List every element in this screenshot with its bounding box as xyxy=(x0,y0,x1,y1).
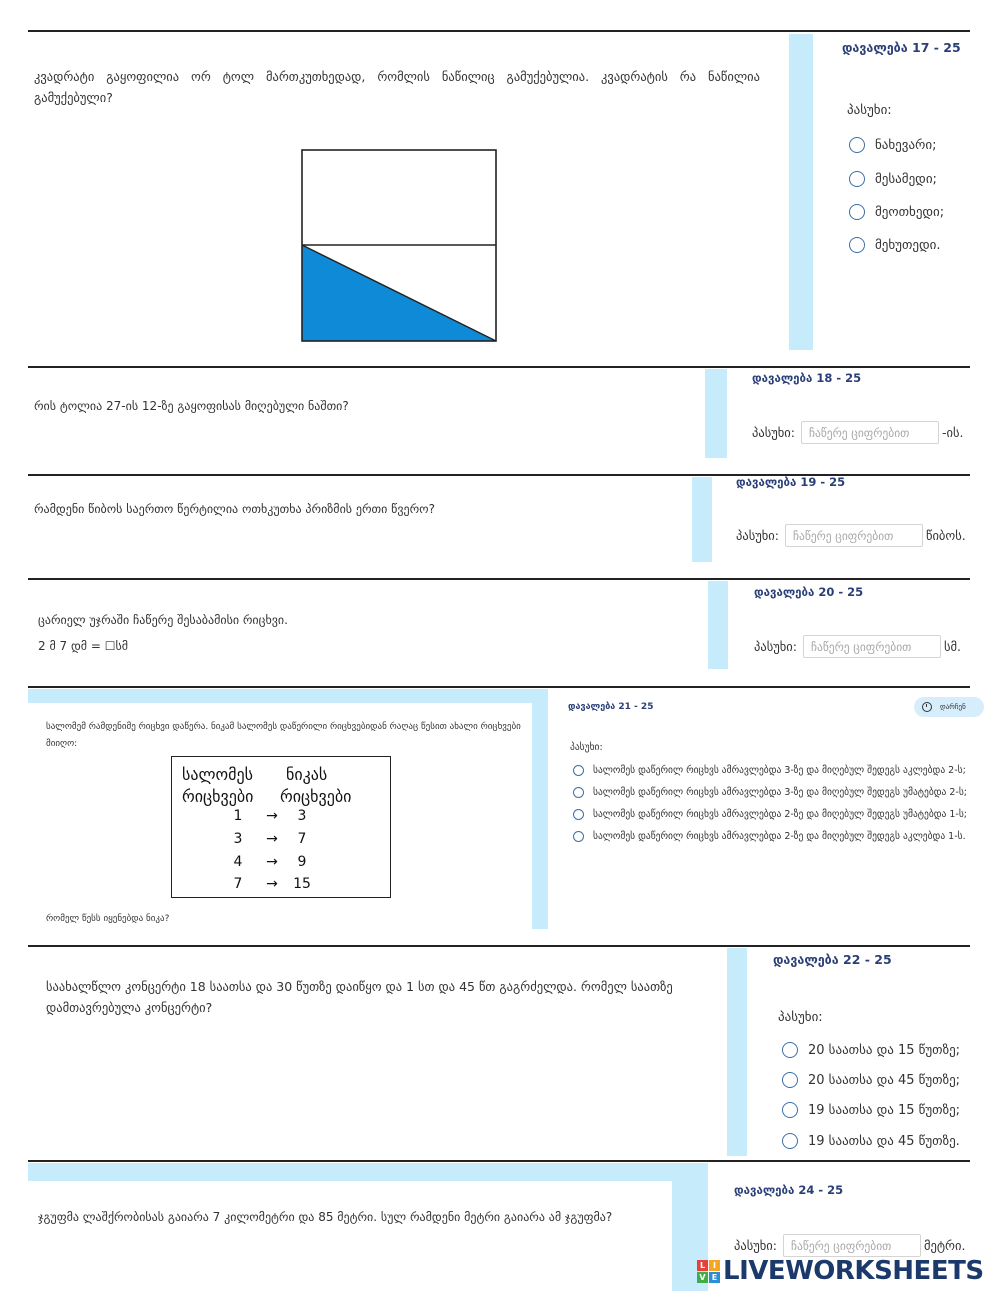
question-18-text: რის ტოლია 27-ის 12-ზე გაყოფისას მიღებული ნაშთი? xyxy=(34,399,349,413)
option-17-3[interactable] xyxy=(849,204,944,220)
panel-stripe xyxy=(28,689,548,703)
logo-block: V xyxy=(697,1272,708,1283)
option-label: სალომეს დაწერილ რიცხვს ამრავლებდა 3-ზე და მიღებულ შედეგს უმატებდა 2-ს; xyxy=(593,787,967,798)
answer-label-22: პასუხი: xyxy=(778,1010,823,1025)
task-20-title: დავალება 20 - 25 xyxy=(754,585,864,599)
section-divider xyxy=(28,945,970,947)
panel-stripe xyxy=(28,1163,688,1181)
answer-label-17: პასუხი: xyxy=(847,103,892,118)
radio-button[interactable] xyxy=(849,237,865,253)
table-cell: 3 xyxy=(297,808,307,824)
logo-blocks xyxy=(697,1260,720,1283)
answer-suffix-24: მეტრი. xyxy=(923,1238,966,1253)
answer-suffix-18: -ის. xyxy=(941,425,964,440)
radio-button[interactable] xyxy=(849,137,865,153)
answer-input-18[interactable] xyxy=(801,421,939,444)
table-header-nika: ნიკას xyxy=(286,765,328,784)
section-divider xyxy=(28,578,970,580)
option-label: ნახევარი; xyxy=(875,137,937,153)
timer-label: დარჩენ xyxy=(940,703,966,711)
question-21-prompt: რომელ წესს იყენებდა ნიკა? xyxy=(46,914,170,924)
option-label: 20 საათსა და 45 წუთზე; xyxy=(808,1072,961,1088)
option-22-4[interactable] xyxy=(782,1133,960,1149)
task-22-title: დავალება 22 - 25 xyxy=(773,952,892,967)
radio-button[interactable] xyxy=(573,765,584,776)
answer-label-20: პასუხი: xyxy=(754,639,797,654)
logo-block: E xyxy=(709,1272,720,1283)
option-21-4[interactable] xyxy=(573,831,966,842)
answer-input-20[interactable] xyxy=(803,635,941,658)
option-22-3[interactable] xyxy=(782,1102,960,1118)
table-header-salome-numbers: რიცხვები xyxy=(182,787,254,806)
panel-stripe xyxy=(789,34,813,350)
logo-block: I xyxy=(709,1260,720,1271)
task-21-title: დავალება 21 - 25 xyxy=(568,702,654,712)
table-cell: 15 xyxy=(293,876,311,892)
square-diagram xyxy=(300,148,498,344)
table-header-salome: სალომეს xyxy=(182,765,253,784)
answer-row-19 xyxy=(736,524,966,547)
question-19-text: რამდენი წიბოს საერთო წერტილია ოთხკუთხა პრიზმის ერთი წვერო? xyxy=(34,502,435,516)
task-18-title: დავალება 18 - 25 xyxy=(752,371,862,385)
question-17-text: კვადრატი გაყოფილია ორ ტოლ მართკუთხედად, რომლის ნაწილიც გამუქებულია. კვადრატის რა ნაწილია გამუქებული? xyxy=(34,69,760,106)
option-label: მეოთხედი; xyxy=(875,204,945,220)
answer-input-24[interactable] xyxy=(783,1234,921,1257)
section-divider xyxy=(28,366,970,368)
answer-label-18: პასუხი: xyxy=(752,425,795,440)
task-19-title: დავალება 19 - 25 xyxy=(736,475,846,489)
radio-button[interactable] xyxy=(782,1072,798,1088)
panel-stripe xyxy=(692,477,712,562)
option-label: სალომეს დაწერილ რიცხვს ამრავლებდა 2-ზე და მიღებულ შედეგს უმატებდა 1-ს; xyxy=(593,809,967,820)
answer-row-18 xyxy=(752,421,963,444)
answer-suffix-19: წიბოს. xyxy=(925,528,966,543)
option-17-4[interactable] xyxy=(849,237,940,253)
table-cell: 9 xyxy=(297,854,307,870)
logo-block: L xyxy=(697,1260,708,1271)
option-label: 19 საათსა და 45 წუთზე. xyxy=(808,1133,960,1149)
clock-icon xyxy=(922,702,932,712)
answer-label-19: პასუხი: xyxy=(736,528,779,543)
answer-row-24 xyxy=(734,1234,965,1257)
radio-button[interactable] xyxy=(782,1102,798,1118)
task-24-title: დავალება 24 - 25 xyxy=(734,1183,844,1197)
panel-stripe xyxy=(705,369,727,458)
section-divider xyxy=(28,1160,970,1162)
table-cell: 7 xyxy=(297,831,307,847)
question-21-text: სალომემ რამდენიმე რიცხვი დაწერა. ნიკამ სალომეს დაწერილი რიცხვებიდან რაღაც წესით ახალი რიცხვები მიიღო: xyxy=(46,722,521,749)
table-cell: 7 xyxy=(233,876,243,892)
radio-button[interactable] xyxy=(782,1042,798,1058)
task-17-title: დავალება 17 - 25 xyxy=(842,40,961,55)
table-cell: 3 xyxy=(233,831,243,847)
table-cell: 4 xyxy=(233,854,243,870)
number-rule-table xyxy=(171,756,391,898)
radio-button[interactable] xyxy=(849,204,865,220)
option-22-2[interactable] xyxy=(782,1072,960,1088)
option-label: მესამედი; xyxy=(875,171,937,187)
table-cell: 1 xyxy=(233,808,243,824)
option-21-2[interactable] xyxy=(573,787,967,798)
question-20-text: ცარიელ უჯრაში ჩაწერე შესაბამისი რიცხვი. xyxy=(38,613,288,627)
option-21-1[interactable] xyxy=(573,765,966,776)
answer-label-24: პასუხი: xyxy=(734,1238,777,1253)
radio-button[interactable] xyxy=(782,1133,798,1149)
logo-text: LIVEWORKSHEETS xyxy=(723,1256,984,1286)
panel-stripe xyxy=(727,948,747,1156)
answer-input-19[interactable] xyxy=(785,524,923,547)
radio-button[interactable] xyxy=(849,171,865,187)
section-divider xyxy=(28,30,970,32)
answer-suffix-20: სმ. xyxy=(943,639,962,654)
option-label: სალომეს დაწერილ რიცხვს ამრავლებდა 2-ზე და მიღებულ შედეგს აკლებდა 1-ს. xyxy=(593,831,966,842)
radio-button[interactable] xyxy=(573,809,584,820)
answer-label-21: პასუხი: xyxy=(570,742,603,753)
option-label: 20 საათსა და 15 წუთზე; xyxy=(808,1042,961,1058)
question-20-expression: 2 მ 7 დმ = ☐სმ xyxy=(38,639,129,653)
timer-badge xyxy=(914,697,984,717)
panel-stripe xyxy=(708,581,728,669)
option-22-1[interactable] xyxy=(782,1042,960,1058)
option-17-2[interactable] xyxy=(849,171,937,187)
arrow-icon: → xyxy=(266,854,278,870)
arrow-icon: → xyxy=(266,831,278,847)
option-label: სალომეს დაწერილ რიცხვს ამრავლებდა 3-ზე და მიღებულ შედეგს აკლებდა 2-ს; xyxy=(593,765,966,776)
table-header-nika-numbers: რიცხვები xyxy=(280,787,352,806)
option-label: მეხუთედი. xyxy=(875,237,941,253)
radio-button[interactable] xyxy=(573,787,584,798)
question-24-text: ჯგუფმა ლაშქრობისას გაიარა 7 კილომეტრი და 85 მეტრი. სულ რამდენი მეტრი გაიარა ამ ჯგუფმა? xyxy=(38,1210,613,1224)
option-21-3[interactable] xyxy=(573,809,967,820)
section-divider xyxy=(28,686,970,688)
question-22-text: საახალწლო კონცერტი 18 საათსა და 30 წუთზე დაიწყო და 1 სთ და 45 წთ გაგრძელდა. რომელ საათზე დამთავრებულა კონცერტი? xyxy=(46,979,673,1016)
option-17-1[interactable] xyxy=(849,137,937,153)
option-label: 19 საათსა და 15 წუთზე; xyxy=(808,1102,961,1118)
panel-stripe xyxy=(532,689,548,929)
liveworksheets-logo xyxy=(697,1256,984,1286)
arrow-icon: → xyxy=(266,808,278,824)
arrow-icon: → xyxy=(266,876,278,892)
radio-button[interactable] xyxy=(573,831,584,842)
answer-row-20 xyxy=(754,635,961,658)
